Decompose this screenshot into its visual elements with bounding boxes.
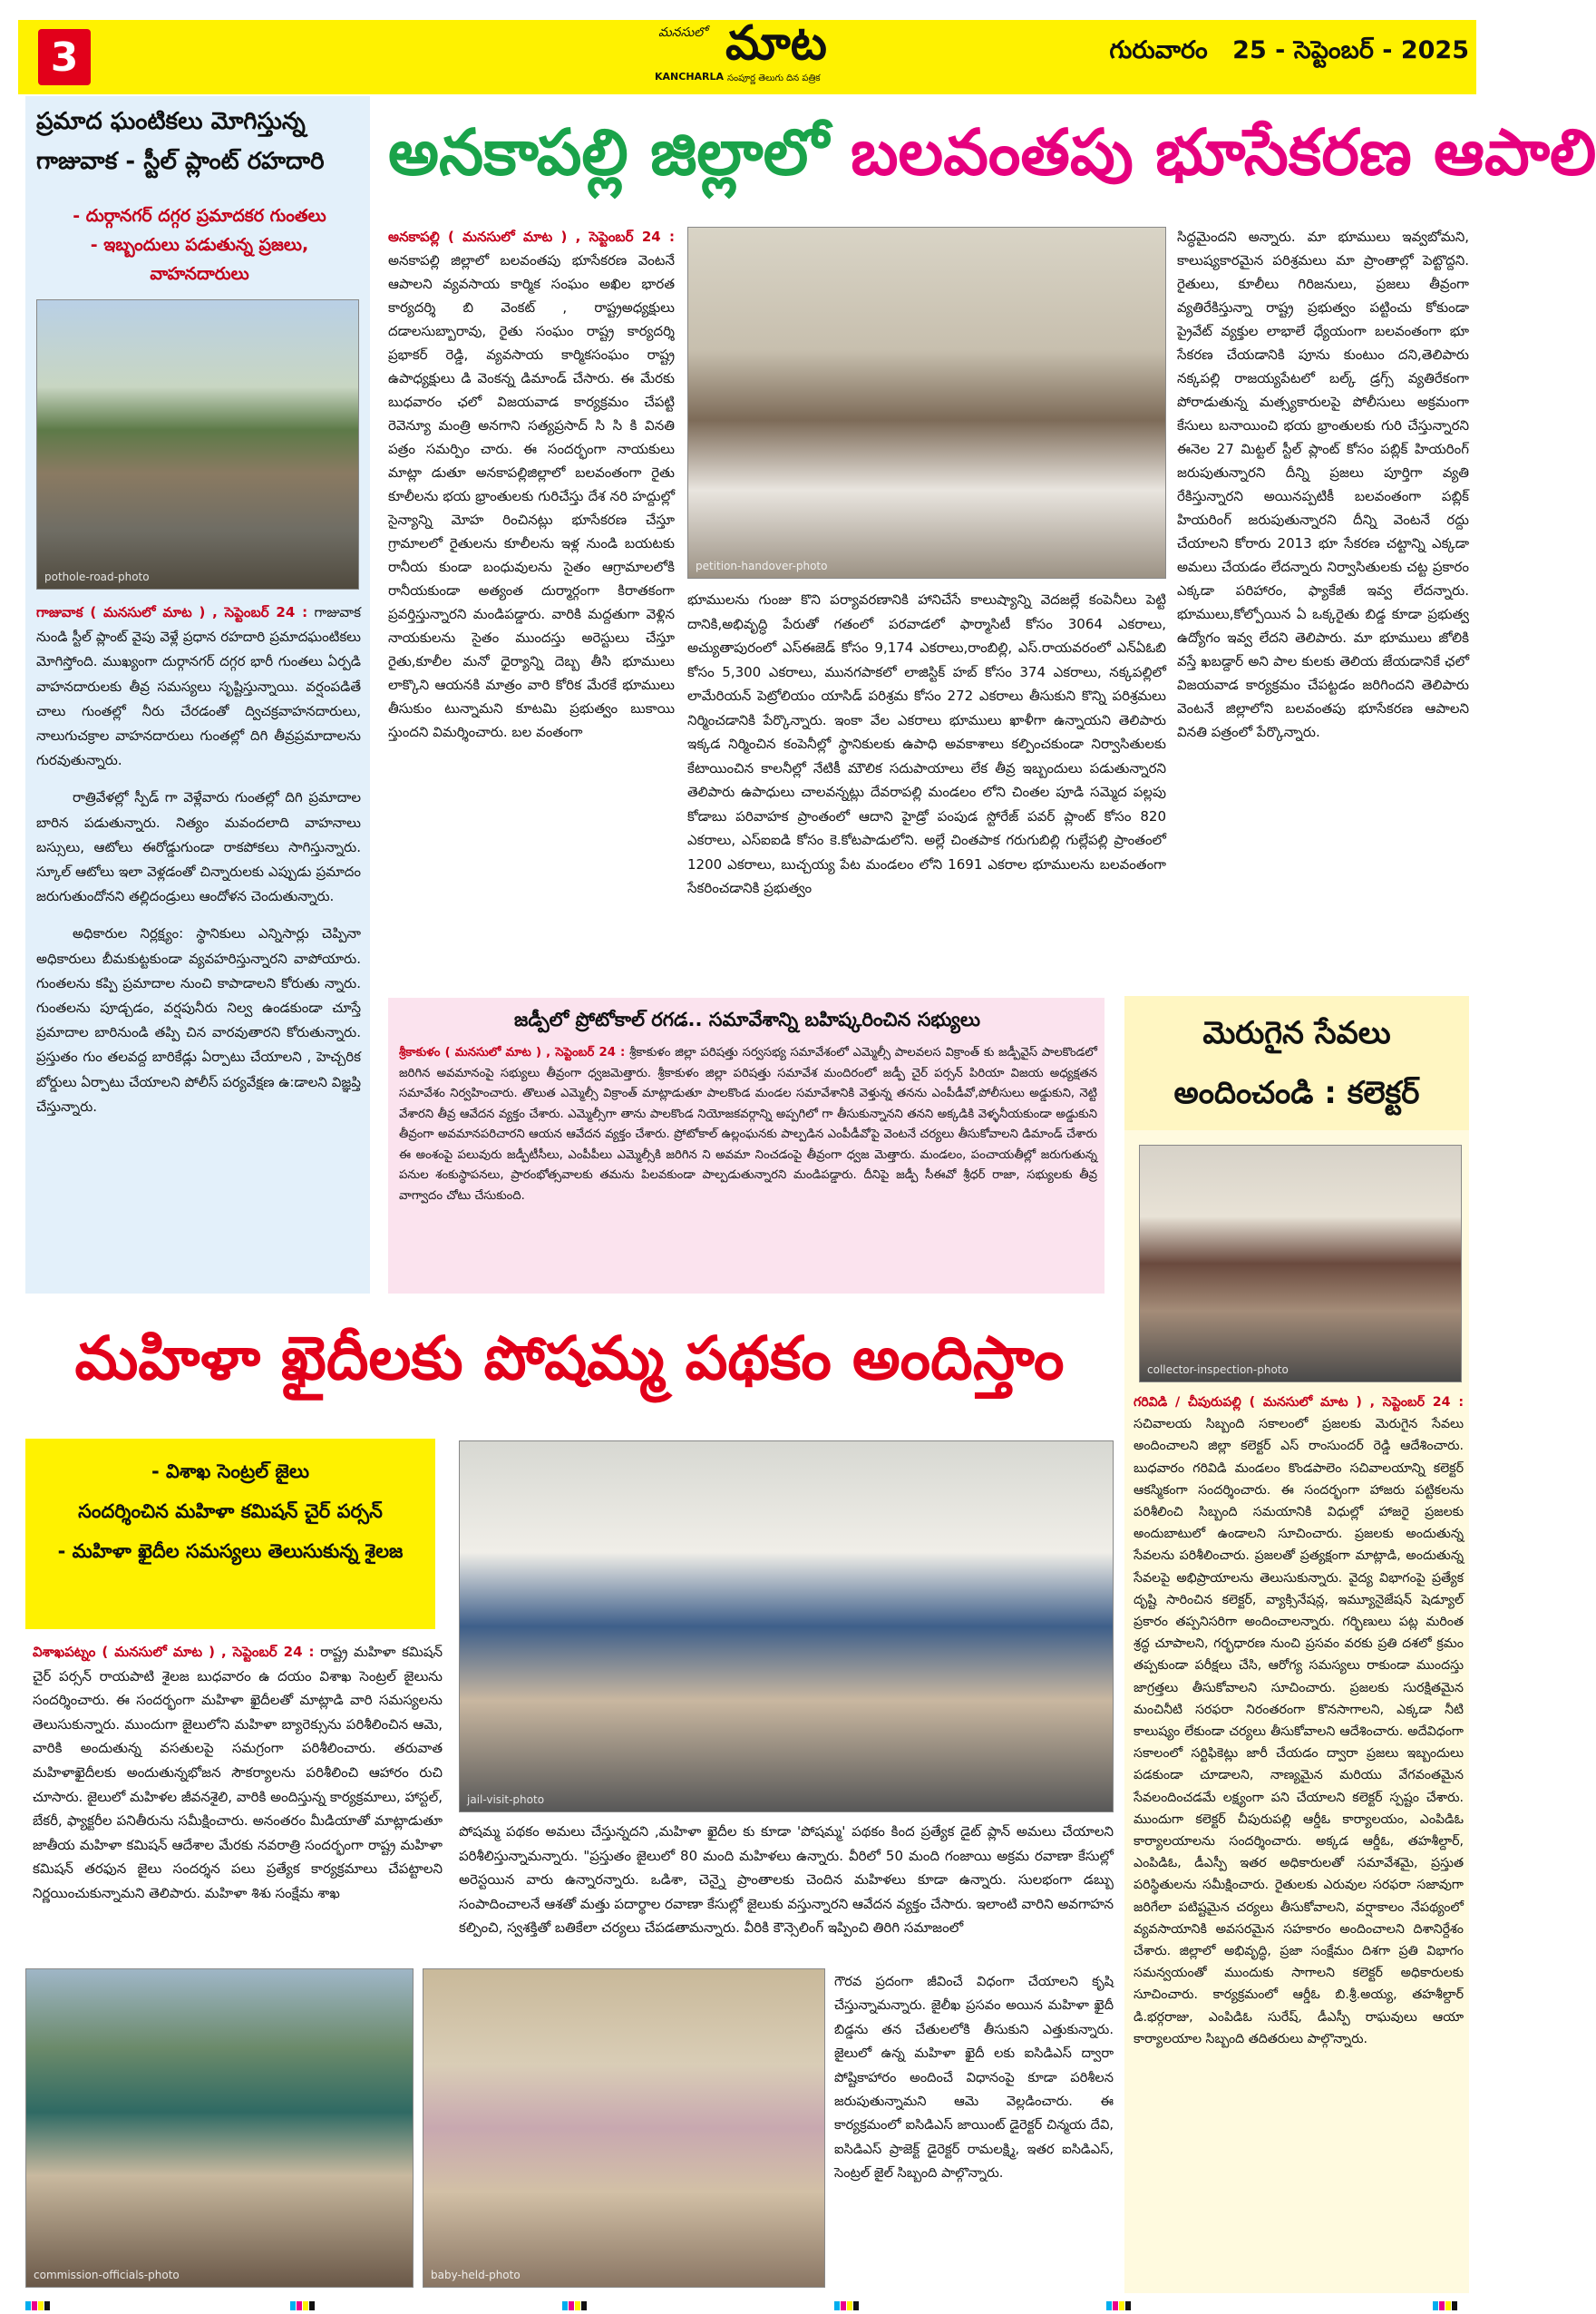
lead-col3: సిద్ధమైందని అన్నారు. మా భూములు ఇవ్వబోమని, కాలుష్యకారమైన పరిశ్రమలు మా ప్రాంతాల్లో పెట్టొద్దని. రైతులు, కూలీలు గిరిజనులు, ప్రజలు తీవ్రంగా వ్యతిరేకిస్తున్నా రాష్ట్ర ప్రభుత్వం పట్టించు కోకుండా ప్రైవేట్ వ్యక్తుల లాభాలే ధ్యేయంగా బలవంతంగా భూ సేకరణ చేయడానికి పూను కుంటుం దని,తెలిపారు నక్కపల్లి రాజయ్యపేటలో బల్క్ డ్రగ్స్ వ్యతిరేకంగా పోరాడుతున్న మత్స్యకారులపై పోలీసులు అక్రమంగా కేసులు బనాయించి భయ భ్రాంతులకు గురి చేస్తున్నారని ఈనెల 27 మిట్టల్ స్టీల్ ప్లాంట్ కోసం పబ్లిక్ హియరింగ్ జరుపుతున్నారని దీన్ని ప్రజలు పూర్తిగా వ్యతి రేకిస్తున్నారని అయినప్పటికీ బలవంతంగా పబ్లిక్ హియరింగ్ జరుపుతున్నారని దీన్ని వెంటనే రద్దు చేయాలని కోరారు 2013 భూ సేకరణ చట్టాన్ని ఎక్కడా అమలు చేయడం లేదన్నారు నిర్వాసితులకు చట్ట ప్రకారం ఎక్కడా పరిహారం, ఫ్యాకేజీ ఇవ్వ లేదన్నారు. భూములు,కోల్పోయిన ఏ ఒక్కరైతు బిడ్డ కూడా ప్రభుత్వ ఉద్యోగం ఇవ్వ లేదని తెలిపారు. మా భూములు జోలికి వస్తే ఖబడ్దార్ అని పాల కులకు తెలియ జేయడానికే ఛలో విజయవాడ కార్యక్రమం చేపట్టడం జరిగిందని తెలిపారు వెంటనే జిల్లాలోని బలవంతపు భూసేకరణ ఆపాలని వినతి పత్రంలో పేర్కొన్నారు. [1177, 229, 1469, 740]
women-col2: పోషమ్మ పథకం అమలు చేస్తున్నదని ,మహిళా ఖైదీల కు కూడా 'పోషమ్మ' పథకం కింద ప్రత్యేక డైట్ ప్లాన్ అమలు చేయాలని పరిశీలిస్తున్నామన్నారు. "ప్రస్తుతం జైలులో 80 మంది మహిళలు ఉన్నారు. వీరిలో 50 మంది గంజాయి అక్రమ రవాణా కేసుల్లో అరెస్టయిన వారు ఉన్నారన్నారు. ఒడిశా, చెన్నై ప్రాంతాలకు చెందిన మహిళలు కూడా ఉన్నారు. సులభంగా డబ్బు సంపాదించాలనే ఆశతో మత్తు పదార్థాల రవాణా కేసుల్లో జైలుకు వస్తున్నారని ఆవేదన వ్యక్తం చేసారు. ఇలాంటి వారిని అవగాహన కల్పించి, స్వశక్తితో బతికేలా చర్యలు చేపడతామన్నారు. వీరికి కౌన్సెలింగ్ ఇప్పించి తిరిగి సమాజంలో [459, 1823, 1114, 1937]
left-para1: గాజువాక నుండి స్టీల్ ప్లాంట్ వైపు వెళ్లే ప్రధాన రహదారి ప్రమాదఘంటికలు మోగిస్తోంది. ముఖ్యంగా దుర్గానగర్ దగ్గర భారీ గుంతలు ఏర్పడి వాహనదారులకు తీవ్ర సమస్యలు సృష్టిస్తున్నాయి. వర్షంపడితే చాలు గుంతల్లో నీరు చేరడంతో ద్విచక్రవాహనదారులు, నాలుగుచక్రాల వాహనదారులు గుంతల్లో దిగి తీవ్రప్రమాదాలను గురవుతున్నారు. [36, 604, 361, 769]
registration-mark [1433, 2297, 1469, 2306]
collector-body [1134, 1391, 1464, 2290]
lead-col1-text: అనకాపల్లి జిల్లాలో బలవంతపు భూసేకరణ వెంటనే ఆపాలని వ్యవసాయ కార్మిక సంఘం అఖిల భారత కార్యదర్శి బి వెంకట్ , రాష్ట్రఅధ్యక్షులు దడాలసుబ్బారావు, రైతు సంఘం రాష్ట్ర కార్యదర్శి ప్రభాకర్ రెడ్డి, వ్యవసాయ కార్మికసంఘం రాష్ట్ర ఉపాధ్యక్షులు డి వెంకన్న డిమాండ్ చేసారు. ఈ మేరకు బుధవారం ఛలో విజయవాడ కార్యక్రమం చేపట్టి రెవెన్యూ మంత్రి అనగాని సత్యప్రసాద్ సి సి కి వినతి పత్రం సమర్పిం చారు. ఈ సందర్భంగా నాయకులు మాట్లా డుతూ అనకాపల్లిజిల్లాలో బలవంతంగా రైతు కూలీలను భయ భ్రాంతులకు గురిచేస్తు దేశ నరి హద్దుల్లో సైన్యాన్ని మోహ రించినట్లు భూసేకరణ చేస్తూ గ్రామాలలో రైతులను కూలీలను ఇళ్ల నుండి బయటకు రానీయ కుండా బంధువులను సైతం ఆగ్రామాలలోకి రానీయకుండా అత్యంత దుర్మార్గంగా కిరాతకంగా ప్రవర్తిస్తున్నారని మండిపడ్డారు. వారికి మద్దతుగా వెళ్లిన నాయకులను సైతం ముందస్తు అరెస్టులు చేస్తూ రైతు,కూలీల మనో ధైర్యాన్ని దెబ్బ తీసి భూములు లాక్కొని ఆయనకి మాత్రం వారి కోరిక మేరకే భూములు తీసుకుం టున్నామని కూటమి ప్రభుత్వం బుకాయి స్తుందని విమర్శించారు. బల వంతంగా [388, 252, 675, 740]
registration-mark [290, 2297, 326, 2306]
left-sub1: - దుర్గానగర్ దగ్గర ప్రమాదకర గుంతలు [73, 206, 326, 226]
collector-photo-icon-name: collector-inspection-photo [1147, 1363, 1289, 1376]
women-sub3: - మహిళా ఖైదీల సమస్యలు తెలుసుకున్న శైలజ [57, 1540, 404, 1562]
registration-mark [25, 2297, 62, 2306]
left-sub2: - ఇబ్బందులు పడుతున్న ప్రజలు, [90, 235, 309, 255]
women-col1 [33, 1640, 443, 1956]
women-photo-bl-icon-name: commission-officials-photo [34, 2269, 180, 2281]
commission-officials-photo [25, 1968, 414, 2288]
collector-headline-line2: అందించండి : కలెక్టర్ [1173, 1075, 1420, 1111]
logo-tagline: సంపూర్ణ తెలుగు దిన పత్రిక [727, 73, 821, 83]
logo-main-text: మాట [725, 16, 827, 71]
masthead-logo [655, 16, 863, 93]
logo-small-text: మనసులో [658, 25, 707, 40]
jail-visit-photo [459, 1440, 1114, 1812]
zp-body [399, 1043, 1097, 1288]
zp-headline: జడ్పీలో ప్రోటోకాల్ రగడ.. సమావేశాన్ని బహిష్కరించిన సభ్యులు [513, 1009, 980, 1030]
left-headline-line2: గాజువాక - స్టీల్ ప్లాంట్ రహదారి [36, 148, 325, 175]
collector-text: సచివాలయ సిబ్బంది సకాలంలో ప్రజలకు మెరుగైన సేవలు అందించాలని జిల్లా కలెక్టర్ ఎస్ రాంసుందర్ రెడ్డి ఆదేశించారు. బుధవారం గరివిడి మండలం కొండపాలెం సచివాలయాన్ని కలెక్టర్ ఆకస్మికంగా సందర్శించారు. ఈ సందర్భంగా హాజరు పట్టికలను పరిశీలించి సిబ్బంది సమయానికి విధుల్లో హాజరై ప్రజలకు అందుబాటులో ఉండాలని సూచించారు. ప్రజలకు అందుతున్న సేవలను పరిశీలించారు. ప్రజలతో ప్రత్యక్షంగా మాట్లాడి, అందుతున్న సేవలపై అభిప్రాయాలను తెలుసుకున్నారు. వైద్య విభాగంపై ప్రత్యేక దృష్టి సారించిన కలెక్టర్, వ్యాక్సినేషన్ల, ఇమ్యూనైజేషన్ షెడ్యూల్ ప్రకారం తప్పనిసరిగా అందించాలన్నారు. గర్భిణులు పట్ల మరింత శ్రద్ధ చూపాలని, గర్భధారణ నుంచి ప్రసవం వరకు ప్రతి దశలో క్రమం తప్పకుండా పరీక్షలు చేసి, ఆరోగ్య సమస్యలు రాకుండా ముందస్తు జాగ్రత్తలు తీసుకోవాలని సూచించారు. ప్రజలకు సురక్షితమైన మంచినీటి సరఫరా నిరంతరంగా కొనసాగాలని, ఎక్కడా నీటి కాలుష్యం లేకుండా చర్యలు తీసుకోవాలని ఆదేశించారు. అదేవిధంగా సకాలంలో సర్టిఫికెట్లు జారీ చేయడం ద్వారా ప్రజలు ఇబ్బందులు పడకుండా చూడాలని, నాణ్యమైన మరియు వేగవంతమైన సేవలందించడమే లక్ష్యంగా పని చేయాలని కలెక్టర్ స్పష్టం చేశారు. ముందుగా కలెక్టర్ చీపురుపల్లి ఆర్డీఓ కార్యాలయం, ఎంపిడిఓ కార్యాలయాలను సందర్శించారు. అక్కడ ఆర్డీఓ, తహశీల్దార్, ఎంపిడిఓ, డీఎస్పీ ఇతర అధికారులతో సమావేశమై, ప్రస్తుత పరిస్థితులను సమీక్షించారు. రైతులకు ఎరువుల సరఫరా సజావుగా జరిగేలా పటిష్టమైన చర్యలు తీసుకోవాలని, వర్షాకాలం నేపథ్యంలో వ్యవసాయానికి అవసరమైన సహకారం అందించాలని దిశానిర్దేశం చేశారు. జిల్లాలో అభివృద్ధి, ప్రజా సంక్షేమం దిశగా ప్రతి విభాగం సమన్వయంతో ముందుకు సాగాలని కలెక్టర్ అధికారులకు సూచించారు. కార్యక్రమంలో ఆర్డీఓ బి.శ్రీ.అయ్య, తహశీల్దార్ డి.భర్గరాజు, ఎంపిడిఓ సురేష్, డీఎస్పీ రాఘవులు ఆయా కార్యాలయాల సిబ్బంది తదితరులు పాల్గొన్నారు. [1134, 1417, 1464, 2046]
page-number: 3 [50, 34, 79, 81]
left-article-body [36, 600, 361, 1119]
women-sub2: సందర్శించిన మహిళా కమిషన్ చైర్ పర్సన్ [78, 1500, 383, 1522]
women-sub1: - విశాఖ సెంట్రల్ జైలు [151, 1460, 309, 1482]
women-headline: మహిళా ఖైదీలకు పోషమ్మ పథకం అందిస్తాం [74, 1323, 1065, 1393]
page-number-box [38, 29, 91, 85]
lead-col2: భూములను గుంజు కొని పర్యావరణానికి హానిచేసే కాలుష్యాన్ని వెదజల్లే కంపెనీలు పెట్టి దానికి,అభివృద్ధి పేరుతో గతంలో పరవాడలో ఫార్మాసిటీ కోసం 3064 ఎకరాలు, అచ్యుతాపురంలో ఎస్ఈజెడ్ కోసం 9,174 ఎకరాలు,రాంబిల్లి, ఎస్.రాయవరంలో ఎన్ఏఓబి కోసం 5,300 ఎకరాలు, మునగపాకలో లాజిస్టిక్ హబ్ కోసం 374 ఎకరాలు, నక్కపల్లిలో లామేరియన్ పెట్రోలియం యాసిడ్ పరిశ్రమ కోసం 272 ఎకరాలు తీసుకుని కొన్ని పరిశ్రమలు నిర్మించడానికి పేర్కొన్నారు. ఇంకా వేల ఎకరాలు భూములు ఖాళీగా ఉన్నాయని తెలిపారు ఇక్కడ నిర్మించిన కంపెనీల్లో స్థానికులకు ఉపాధి అవకాశాలు కల్పించకుండా నిర్వాసితులకు కేటాయించిన కాలనీల్లో నేటికీ మౌలిక సదుపాయాలు లేక తీవ్ర ఇబ్బందులు పడుతున్నారని తెలిపారు ఉపాధులు చాలవన్నట్లు దేవరాపల్లి మండలం లోని చింతల పూడి సమ్మెద పల్లపు కోడాబు పరివాహక ప్రాంతంలో ఆదాని హైడ్రో పంపుడ స్టోరేజ్ పవర్ ప్లాంట్ కోసం 820 ఎకరాలు, ఎస్ఐఐడి కోసం కె.కోటపాడులోని. అల్లే చింతపాక గరుగుబిల్లి గుల్లేపల్లి ప్రాంతంలో 1200 ఎకరాలు, బుచ్చయ్య పేట మండలం లోని 1691 ఎకరాల భూములను బలవంతంగా సేకరించడానికి ప్రభుత్వం [687, 591, 1166, 896]
baby-held-photo [423, 1968, 825, 2288]
masthead-date [1097, 36, 1469, 73]
left-subheads [36, 201, 363, 288]
masthead-date-value: 25 - సెప్టెంబర్ - 2025 [1232, 36, 1469, 64]
women-subheads [33, 1451, 428, 1571]
collector-headline [1132, 1003, 1462, 1123]
left-para2: రాత్రివేళల్లో స్పీడ్ గా వెళ్లేవారు గుంతల్లో దిగి ప్రమాదాల బారిన పడుతున్నారు. నిత్యం మవందలాది వాహనాలు బస్సులు, ఆటోలు ఈరోడ్డుగుండా రాకపోకలు సాగిస్తున్నారు. స్కూల్ ఆటోలు ఇలా వెళ్లడంతో చిన్నారులకు ఎప్పుడు ప్రమాదం జరుగుతుందోనని తల్లిదండ్రులు ఆందోళన చెందుతున్నారు. [36, 789, 361, 905]
left-headline-line1: ప్రమాద ఘంటికలు మోగిస్తున్న [36, 108, 306, 135]
lead-col1 [388, 225, 675, 978]
zp-text: శ్రీకాకుళం జిల్లా పరిషత్తు సర్వసభ్య సమావేశంలో ఎమ్మెల్సీ పాలవలస విక్రాంత్ కు జడ్పీవైస్ పాలకొండలో జరిగిన అవమానంపై సభ్యులు తీవ్రంగా ధ్వజమెత్తారు. శ్రీకాకుళం జిల్లా పరిషత్తు సమావేశ మందిరంలో జడ్పీ చైర్ పర్సన్ పిరియా విజయ అధ్యక్షతన సమావేశం నిర్వహించారు. తొలుత ఎమ్మెల్సీ విక్రాంత్ మాట్లాడుతూ పాలకొండ మండల సమావేశానికి వెళ్తున్న తనను ఎంపీడీవో,పోలీసులు అడ్డుకుని, నెట్టి వేశారని తీవ్ర ఆవేదన వ్యక్తం చేశారు. ఎమ్మెల్సీగా తాను పాలకొండ నియోజకవర్గాన్ని అప్పగిలో గా తీసుకున్నానని తనని అక్కడికి వెళ్ళనీయకుండా అడ్డుకుని తీవ్రంగా అవమానపరిచారని ఆయన ఆవేదన వ్యక్తం చేశారు. ప్రోటోకాల్ ఉల్లంఘనకు పాల్పడిన ఎంపీడీవోపై వెంటనే చర్యలు తీసుకోవాలని డిమాండ్ చేశారు ఈ అంశంపై పలువురు జడ్పీటీసీలు, ఎంపీపీలు ఎమ్మెల్సీకి జరిగిన ని అవమా నించడంపై తీవ్రంగా ధ్వజ మెత్తారు. మండలం, పంచాయతీల్లో జరుగుతున్న పనుల శంకుస్థాపనలు, ప్రారంభోత్సవాలకు తమను పిలవకుండా పాల్పడుతున్నారని మండిపడ్డారు. దీనిపై జడ్పీ సీఈవో శ్రీధర్ రాజా, సభ్యులకు తీవ్ర వాగ్వాదం చోటు చేసుకుంది. [399, 1046, 1097, 1203]
women-col3: గౌరవ ప్రదంగా జీవించే విధంగా చేయాలని కృషి చేస్తున్నామన్నారు. జైలీఖ ప్రసవం అయిన మహిళా ఖైదీ బిడ్డను తన చేతులలోకి తీసుకుని ఎత్తుకున్నారు. జైలులో ఉన్న మహిళా ఖైదీ లకు ఐసిడిఎస్ ద్వారా పోష్టికాహారం అందించే విధానంపై కూడా పరిశీలన జరుపుతున్నామని ఆమె వెల్లడించారు. ఈ కార్యక్రమంలో ఐసిడిఎస్ జాయింట్ డైరెక్టర్ చిన్మయ దేవి, ఐసిడిఎస్ ప్రాజెక్ట్ డైరెక్టర్ రామలక్ష్మి, ఇతర ఐసిడిఎస్, సెంట్రల్ జైల్ సిబ్బంది పాల్గొన్నారు. [834, 1974, 1114, 2182]
logo-sub-text: KANCHARLA [655, 71, 725, 83]
women-dateline: విశాఖపట్నం ( మనసులో మాట ) , సెప్టెంబర్ 24 : [33, 1644, 315, 1660]
women-col1-text: రాష్ట్ర మహిళా కమిషన్ చైర్ పర్సన్ రాయపాటి శైలజ బుధవారం ఉ దయం విశాఖ సెంట్రల్ జైలును సందర్శించారు. ఈ సందర్భంగా మహిళా ఖైదీలతో మాట్లాడి వారి సమస్యలను తెలుసుకున్నారు. ముందుగా జైలులోని మహిళా బ్యారెక్సును పరిశీలించిన ఆమె, వారికి అందుతున్న వసతులపై సమగ్రంగా పరిశీలించారు. తరువాత మహిళాఖైదీలకు అందుతున్నభోజన సౌకర్యాలను పరిశీలించి ఆహారం రుచి చూసారు. జైలులో మహిళల జీవనశైలి, వారికి అందిస్తున్న కార్యక్రమాలు, హాస్టల్, బేకరీ, ఫ్యాక్టరీల పనితీరును సమీక్షించారు. అనంతరం మీడియాతో మాట్లాడుతూ జాతీయ మహిళా కమిషన్ ఆదేశాల మేరకు నవరాత్రి సందర్భంగా రాష్ట్ర మహిళా కమిషన్ తరఫున జైలు సందర్శన పలు ప్రత్యేక కార్యక్రమాలు చేపట్టాలని నిర్ణయించుకున్నామని తెలిపారు. మహిళా శిశు సంక్షేమ శాఖ [33, 1644, 443, 1901]
registration-mark [834, 2297, 871, 2306]
lead-headline-part1: అనకాపల్లి జిల్లాలో [388, 115, 829, 190]
masthead-day: గురువారం [1109, 36, 1208, 64]
lead-photo-icon-name: petition-handover-photo [696, 560, 828, 572]
left-sub3: వాహనదారులు [150, 264, 249, 284]
collector-headline-line1: మెరుగైన సేవలు [1202, 1015, 1391, 1051]
registration-mark [562, 2297, 598, 2306]
left-headline [36, 102, 363, 181]
left-para3: అధికారుల నిర్లక్ష్యం: స్థానికులు ఎన్నిసార్లు చెప్పినా అధికారులు బీమకుట్టకుండా వ్యవహరిస్తున్నారని వాపోయారు. గుంతలను కప్పి ప్రమాదాల నుంచి కాపాడాలని కోరుతు న్నారు. గుంతలను పూడ్చడం, వర్షపునీరు నిల్వ ఉండకుండా చూస్తే ప్రమాదాల బారినుండి తప్పి చిన వారవుతారని కోరుతున్నారు. ప్రస్తుతం గుం తలవద్ద బారికేడ్లు ఏర్పాటు చేయాలని , హెచ్చరిక బోర్డులు ఏర్పాటు చేయాలని పోలీస్ పర్యవేక్షణ ఉ:డాలని విజ్ఞప్తి చేస్తున్నారు. [36, 925, 361, 1115]
collector-dateline: గరివిడి / చీపురుపల్లి ( మనసులో మాట ) , సెప్టెంబర్ 24 : [1134, 1395, 1464, 1410]
pothole-road-photo [36, 299, 359, 590]
left-dateline: గాజువాక ( మనసులో మాట ) , సెప్టెంబర్ 24 : [36, 604, 308, 620]
photo-icon-name: pothole-road-photo [44, 571, 150, 583]
women-photo-bm-icon-name: baby-held-photo [431, 2269, 521, 2281]
lead-dateline: అనకాపల్లి ( మనసులో మాట ) , సెప్టెంబర్ 24 : [388, 229, 675, 245]
registration-mark [1106, 2297, 1143, 2306]
women-photo-top-icon-name: jail-visit-photo [467, 1793, 545, 1806]
zp-dateline: శ్రీకాకుళం ( మనసులో మాట ) , సెప్టెంబర్ 24 : [399, 1046, 626, 1059]
lead-headline-part2: బలవంతపు భూసేకరణ ఆపాలి [850, 115, 1596, 190]
collector-inspection-photo [1139, 1145, 1462, 1382]
lead-headline [388, 107, 1596, 207]
petition-handover-photo [687, 227, 1166, 579]
